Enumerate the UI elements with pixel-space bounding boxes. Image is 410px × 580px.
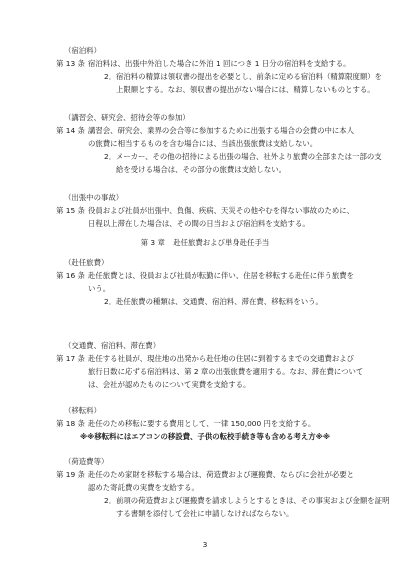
article-14-item-2-number: 2． [104,152,117,161]
article-14-row-1 [0,124,410,137]
article-16-item-2-row-1 [0,295,410,308]
article-16-item-2-text-1: 赴任旅費の種類は、交通費、宿泊料、滞在費、移転料をいう。 [116,297,323,306]
article-13-heading: （宿泊料） [64,46,101,55]
chapter-number: 第 3 章 [140,238,165,247]
article-15-text-2: 日程以上滞在した場合は、その間の日当および宿泊料を支給する。 [88,219,310,228]
article-17-number: 第 17 条 [56,354,85,363]
article-15-row-2 [0,217,410,230]
article-13-item-2-number: 2． [104,72,117,81]
article-19-item-2-text-2: する書類を添付して会社に申請しなければならない。 [116,509,294,518]
article-16-text-2: いう。 [88,284,111,293]
article-18-emphasis-note: ※※移転料にはエアコンの移設費、子供の転校手続き等も含める考え方※※ [79,432,331,441]
article-17-heading: （交通費、宿泊料、滞在費） [64,341,161,350]
article-16-row-2 [0,282,410,295]
article-14-number: 第 14 条 [56,126,85,135]
article-16-heading: （赴任旅費） [64,258,109,267]
article-17-text-2: 旅行日数に応ずる宿泊料は、第 2 章の出張旅費を適用する。なお、滞在費について [88,367,364,376]
article-14-item-2-row-1 [0,150,410,163]
chapter-title: 赴任旅費および単身赴任手当 [173,238,270,247]
article-19-text-2: 認めた寄託費の実費を支給する。 [88,483,199,492]
article-14-heading: （講習会、研究会、招待会等の参加） [64,113,190,122]
article-19-item-2-row-1 [0,494,410,507]
article-17-text-3: は、会社が認めたものについて実費を支給する。 [88,380,251,389]
article-16-row-1 [0,269,410,282]
article-13-row-1 [0,57,410,70]
chapter-3-title [0,236,410,249]
article-19-item-2-row-2 [0,507,410,520]
article-13-item-2-text-2: 上限額とする。なお、領収書の提出がない場合には、精算しないものとする。 [116,85,375,94]
article-17-row-1 [0,352,410,365]
article-19-heading: （荷造費等） [64,457,109,466]
article-14-row-2 [0,137,410,150]
article-17-row-2 [0,365,410,378]
article-18-row-1 [0,417,410,430]
article-13-number: 第 13 条 [56,59,85,68]
article-15-text-1: 役員および社員が出張中、負傷、疾病、天災その他やむを得ない事故のために、 [88,206,355,215]
article-17-text-1: 赴任する社員が、現住地の出発から赴任地の住居に到着するまでの交通費および [88,354,355,363]
article-13-item-2-row-1 [0,70,410,83]
article-19-text-1: 赴任のため家財を移転する場合は、荷造費および運搬費、ならびに会社が必要と [88,470,355,479]
article-19-number: 第 19 条 [56,470,85,479]
article-19-item-2-text-1: 前項の荷造費および運搬費を請求しようとするときは、その事実および金額を証明 [116,496,390,505]
article-16-item-2-number: 2． [104,297,117,306]
article-13-item-2-row-2 [0,83,410,96]
article-19-row-2 [0,481,410,494]
article-15-number: 第 15 条 [56,206,85,215]
article-14-text-2: の旅費に相当するものを含む場合には、当該出張旅費は支給しない。 [88,139,318,148]
article-13-text-1: 宿泊料は、出張中外泊した場合に外泊 1 回につき 1 日分の宿泊料を支給する。 [88,59,351,68]
article-18-heading: （移転料） [64,406,101,415]
article-13-item-2-text-1: 宿泊料の精算は領収書の提出を必要とし、前条に定める宿泊料（精算限度額）を [116,72,383,81]
article-19-item-2-number: 2． [104,496,117,505]
article-19-row-1 [0,468,410,481]
article-14-item-2-row-2 [0,163,410,176]
article-16-text-1: 赴任旅費とは、役員および社員が転勤に伴い、住居を移転する赴任に伴う旅費を [88,271,355,280]
article-15-row-1 [0,204,410,217]
article-15-heading: （出張中の事故） [64,193,124,202]
article-18-number: 第 18 条 [56,419,85,428]
article-16-number: 第 16 条 [56,271,85,280]
page-number: 3 [202,540,208,549]
article-18-text-1: 赴任のため移転に要する費用として、一律 150,000 円を支給する。 [88,419,316,428]
article-14-text-1: 講習会、研究会、業界の会合等に参加するために出張する場合の会費の中に本人 [88,126,355,135]
article-17-row-3 [0,378,410,391]
article-14-item-2-text-2: 給を受ける場合は、その部分の旅費は支給しない。 [116,165,286,174]
article-14-item-2-text-1: メーカー、その他の招待による出張の場合、社外より旅費の全部または一部の支 [116,152,382,161]
